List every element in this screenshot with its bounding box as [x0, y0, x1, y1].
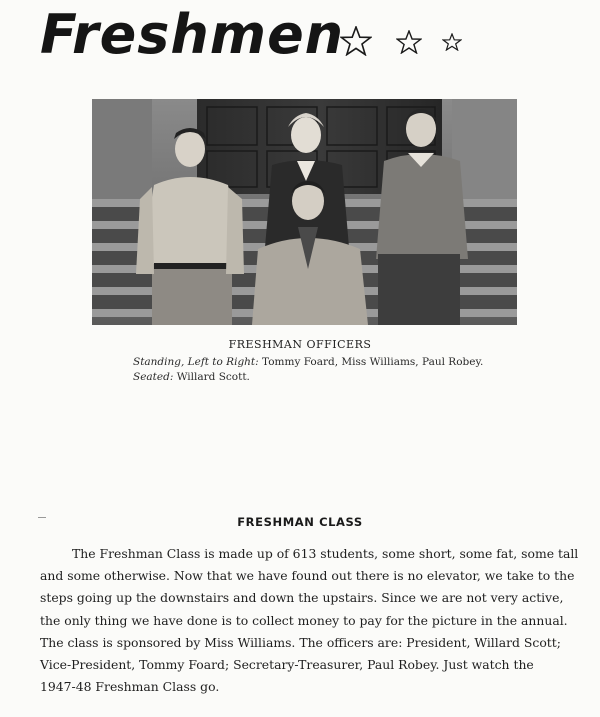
seated-label: Seated:	[133, 371, 174, 383]
star-icon-medium	[396, 30, 422, 54]
photo-caption-standing	[133, 356, 483, 368]
paragraph-line: 1947-48 Freshman Class go.	[40, 679, 220, 695]
star-icon-small	[442, 33, 462, 51]
seated-names: Willard Scott.	[176, 371, 250, 383]
paragraph-line: the only thing we have done is to collect money to pay for the picture in the annual.	[40, 612, 568, 628]
paragraph-line: The class is sponsored by Miss Williams. The officers are: President, Willard Scott;	[40, 634, 561, 650]
photo-caption-title: FRESHMAN OFFICERS	[228, 338, 372, 351]
paragraph-line: Vice-President, Tommy Foard; Secretary-Treasurer, Paul Robey. Just watch the	[40, 657, 534, 673]
class-paragraph	[40, 543, 579, 698]
standing-names: Tommy Foard, Miss Williams, Paul Robey.	[262, 356, 484, 368]
paragraph-line: steps going up the downstairs and down the upstairs. Since we are not very active,	[40, 590, 564, 606]
page-title: Freshmen	[40, 3, 345, 66]
paragraph-line: and some otherwise. Now that we have found out there is no elevator, we take to the	[40, 568, 575, 584]
photo-caption-seated	[133, 371, 250, 383]
section-heading: FRESHMAN CLASS	[237, 515, 363, 529]
standing-label: Standing, Left to Right:	[133, 356, 259, 368]
officers-photo	[92, 99, 517, 325]
paragraph-line: The Freshman Class is made up of 613 students, some short, some fat, some tall	[72, 546, 579, 561]
star-icon-large	[340, 26, 372, 56]
